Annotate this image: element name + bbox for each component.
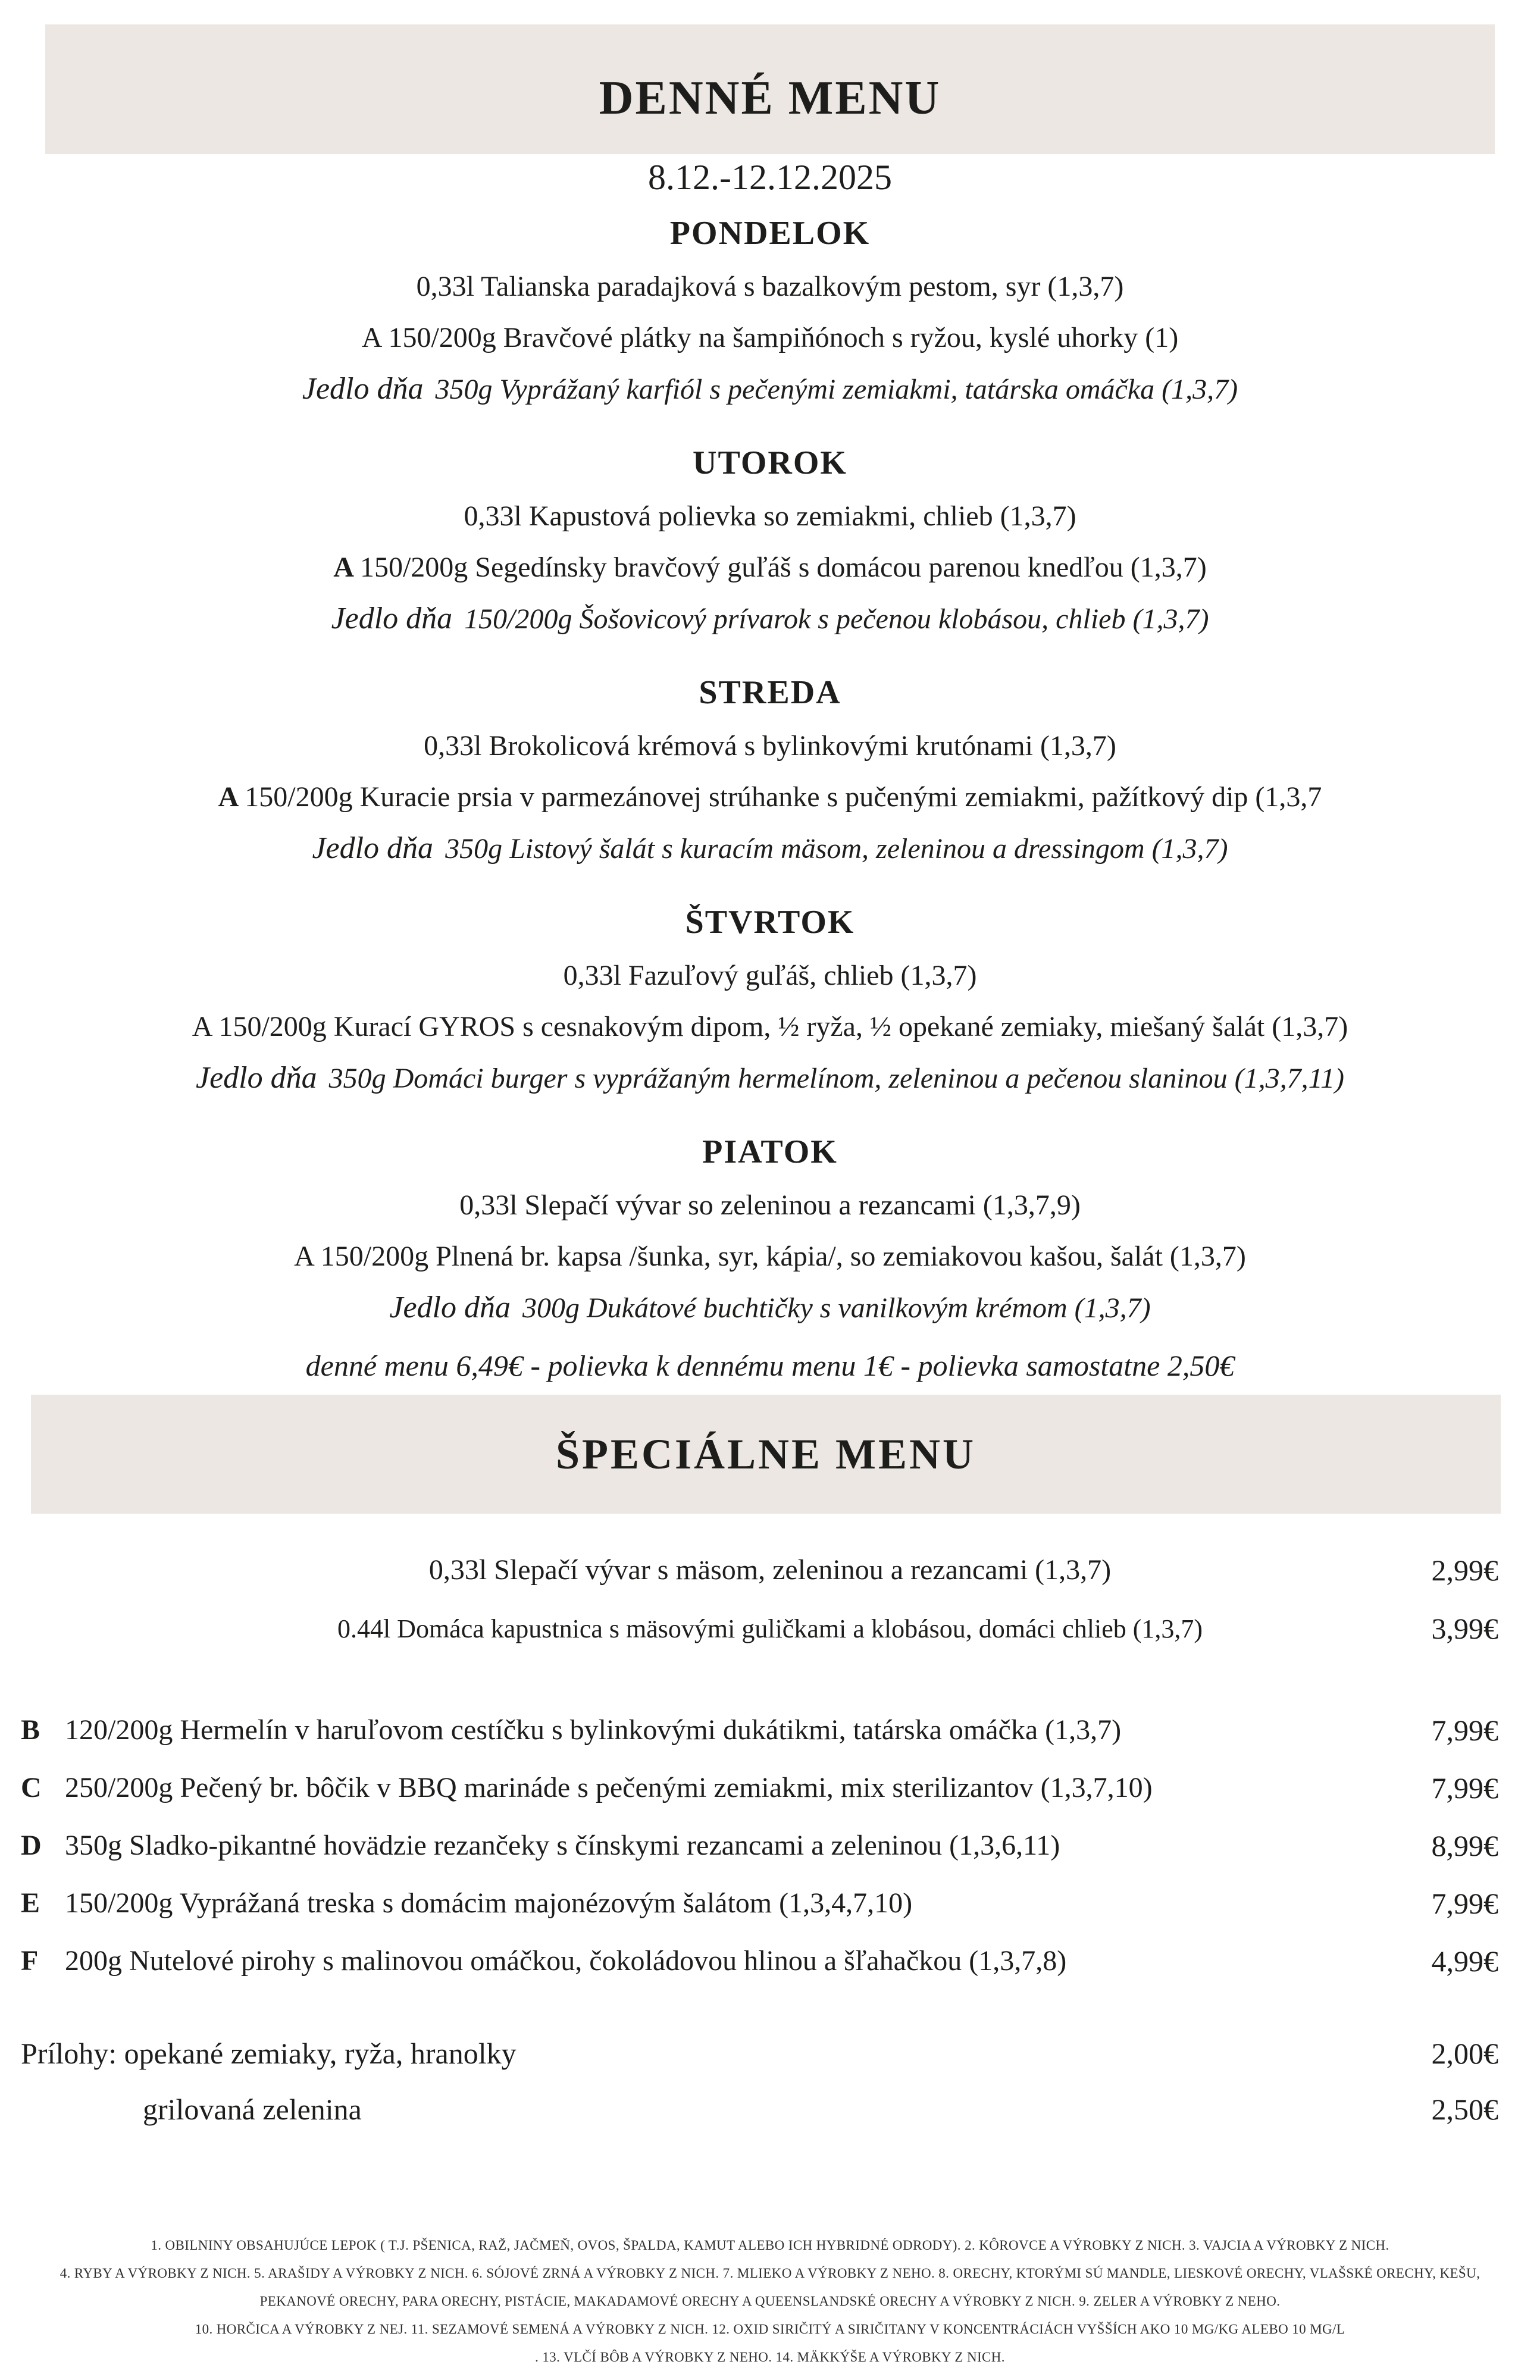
item-letter: F — [21, 1945, 39, 1977]
item-text: 250/200g Pečený br. bôčik v BBQ marináde s pečenými zemiakmi, mix sterilizantov (1,3,7,10) — [65, 1772, 1153, 1803]
main-line — [0, 1231, 1540, 1282]
soup-line: 0,33l Talianska paradajková s bazalkovým pestom, syr (1,3,7) — [416, 271, 1124, 302]
special-item-row — [0, 1877, 1540, 1930]
sides-text: grilovaná zelenina — [143, 2093, 362, 2126]
item-letter: C — [21, 1772, 42, 1803]
allergen-footer — [0, 2231, 1540, 2371]
special-text: 350g Domáci burger s vyprážaným hermelínom, zeleninou a pečenou slaninou (1,3,7,11) — [328, 1063, 1344, 1094]
item-letter: E — [21, 1887, 40, 1919]
day-section-stvrtok — [0, 903, 1540, 1104]
day-section-utorok — [0, 443, 1540, 645]
day-section-pondelok — [0, 214, 1540, 415]
special-item-row — [0, 1934, 1540, 1988]
day-section-streda — [0, 673, 1540, 875]
day-name: ŠTVRTOK — [685, 904, 855, 941]
special-line — [0, 1282, 1540, 1334]
menu-letter: A — [192, 1011, 213, 1042]
sides-row — [0, 2082, 1540, 2136]
menu-header-band — [45, 24, 1495, 198]
special-label: Jedlo dňa — [196, 1061, 317, 1095]
special-label: Jedlo dňa — [312, 831, 434, 865]
soup-line: 0,33l Brokolicová krémová s bylinkovými krutónami (1,3,7) — [424, 730, 1116, 762]
main-text: 150/200g Kuracie prsia v parmezánovej strúhanke s pučenými zemiakmi, pažítkový dip (1,3,7 — [245, 781, 1322, 813]
special-item-row — [0, 1761, 1540, 1815]
special-label: Jedlo dňa — [389, 1291, 511, 1324]
item-text: 120/200g Hermelín v haruľovom cestíčku s bylinkovými dukátikmi, tatárska omáčka (1,3,7) — [65, 1714, 1122, 1746]
menu-letter: A — [361, 322, 383, 353]
main-line — [0, 542, 1540, 593]
item-letter: B — [21, 1714, 40, 1746]
special-line — [0, 1053, 1540, 1104]
item-text: 150/200g Vyprážaná treska s domácim majonézovým šalátom (1,3,4,7,10) — [65, 1887, 913, 1919]
day-name: PIATOK — [702, 1133, 838, 1170]
special-menu-title: ŠPECIÁLNE MENU — [555, 1430, 976, 1478]
day-name: STREDA — [699, 674, 841, 711]
special-text: 300g Dukátové buchtičky s vanilkovým krémom (1,3,7) — [522, 1292, 1151, 1324]
special-menu-band — [31, 1395, 1501, 1514]
date-range: 8.12.-12.12.2025 — [648, 158, 892, 198]
soup-price: 3,99€ — [1431, 1612, 1498, 1645]
main-line — [0, 772, 1540, 823]
pricing-note: denné menu 6,49€ - polievka k dennému menu 1€ - polievka samostatne 2,50€ — [305, 1349, 1235, 1382]
item-text: 200g Nutelové pirohy s malinovou omáčkou, čokoládovou hlinou a šľahačkou (1,3,7,8) — [65, 1945, 1067, 1977]
menu-letter: A — [218, 781, 239, 813]
soup-text: 0.44l Domáca kapustnica s mäsovými guličkami a klobásou, domáci chlieb (1,3,7) — [337, 1614, 1203, 1643]
day-section-piatok — [0, 1132, 1540, 1334]
day-name: PONDELOK — [669, 215, 871, 252]
special-line — [0, 593, 1540, 645]
allergen-line: PEKANOVÉ ORECHY, PARA ORECHY, PISTÁCIE, MAKADAMOVÉ ORECHY A QUEENSLANDSKÉ ORECHY A VÝROBKY Z NICH. 9. ZELER A VÝROBKY Z NEHO. — [259, 2294, 1281, 2309]
day-name: UTOROK — [693, 444, 847, 481]
soup-line: 0,33l Fazuľový guľáš, chlieb (1,3,7) — [563, 960, 977, 991]
soup-line: 0,33l Kapustová polievka so zemiakmi, chlieb (1,3,7) — [464, 500, 1076, 532]
sides-row — [0, 2027, 1540, 2080]
allergen-line: 10. HORČICA A VÝROBKY Z NEJ. 11. SEZAMOVÉ SEMENÁ A VÝROBKY Z NICH. 12. OXID SIRIČITÝ A SIRIČITANY V KONCENTRÁCIÁCH VYŠŠÍCH AKO 10 MG/KG ALEBO 10 MG/L — [195, 2322, 1345, 2337]
special-line — [0, 364, 1540, 415]
item-letter: D — [21, 1830, 42, 1861]
sides-price: 2,00€ — [1431, 2037, 1498, 2070]
special-soup-row — [0, 1602, 1540, 1656]
main-text: 150/200g Segedínsky bravčový guľáš s domácou parenou knedľou (1,3,7) — [359, 552, 1207, 583]
page-title: DENNÉ MENU — [599, 71, 941, 124]
special-text: 150/200g Šošovicový prívarok s pečenou klobásou, chlieb (1,3,7) — [464, 603, 1209, 635]
sides-price: 2,50€ — [1431, 2093, 1498, 2126]
special-label: Jedlo dňa — [302, 372, 424, 406]
special-soup-row — [0, 1543, 1540, 1597]
soup-line: 0,33l Slepačí vývar so zeleninou a rezancami (1,3,7,9) — [459, 1189, 1081, 1221]
soup-text: 0,33l Slepačí vývar s mäsom, zeleninou a rezancami (1,3,7) — [428, 1554, 1112, 1586]
main-text: 150/200g Kurací GYROS s cesnakovým dipom, ½ ryža, ½ opekané zemiaky, miešaný šalát (1,3,7) — [218, 1011, 1348, 1042]
special-text: 350g Listový šalát s kuracím mäsom, zeleninou a dressingom (1,3,7) — [445, 833, 1228, 865]
soup-price: 2,99€ — [1431, 1554, 1498, 1587]
menu-letter: A — [333, 552, 354, 583]
item-price: 8,99€ — [1431, 1829, 1498, 1862]
sides-text: Prílohy: opekané zemiaky, ryža, hranolky — [21, 2037, 517, 2070]
item-price: 7,99€ — [1431, 1771, 1498, 1805]
item-text: 350g Sladko-pikantné hovädzie rezančeky s čínskymi rezancami a zeleninou (1,3,6,11) — [65, 1830, 1060, 1861]
allergen-line: . 13. VLČÍ BÔB A VÝROBKY Z NEHO. 14. MÄKKÝŠE A VÝROBKY Z NICH. — [535, 2350, 1005, 2365]
allergen-line: 4. RYBY A VÝROBKY Z NICH. 5. ARAŠIDY A VÝROBKY Z NICH. 6. SÓJOVÉ ZRNÁ A VÝROBKY Z NICH. 7. MLIEKO A VÝROBKY Z NEHO. 8. ORECHY, KTORÝMI SÚ MANDLE, LIESKOVÉ ORECHY, VLAŠSKÉ ORECHY, KEŠU, — [60, 2266, 1480, 2281]
special-item-row — [0, 1819, 1540, 1872]
special-line — [0, 823, 1540, 875]
main-text: 150/200g Plnená br. kapsa /šunka, syr, kápia/, so zemiakovou kašou, šalát (1,3,7) — [320, 1241, 1246, 1272]
item-price: 4,99€ — [1431, 1944, 1498, 1978]
main-line — [0, 312, 1540, 364]
special-item-row — [0, 1703, 1540, 1757]
special-label: Jedlo dňa — [331, 602, 453, 635]
item-price: 7,99€ — [1431, 1714, 1498, 1747]
item-price: 7,99€ — [1431, 1887, 1498, 1920]
special-text: 350g Vyprážaný karfiól s pečenými zemiakmi, tatárska omáčka (1,3,7) — [435, 374, 1238, 405]
main-line — [0, 1001, 1540, 1053]
allergen-line: 1. OBILNINY OBSAHUJÚCE LEPOK ( T.J. PŠENICA, RAŽ, JAČMEŇ, OVOS, ŠPALDA, KAMUT ALEBO ICH HYBRIDNÉ ODRODY). 2. KÔROVCE A VÝROBKY Z NICH. 3. VAJCIA A VÝROBKY Z NICH. — [151, 2238, 1389, 2253]
main-text: 150/200g Bravčové plátky na šampiňónoch s ryžou, kyslé uhorky (1) — [388, 322, 1179, 353]
menu-letter: A — [294, 1241, 315, 1272]
